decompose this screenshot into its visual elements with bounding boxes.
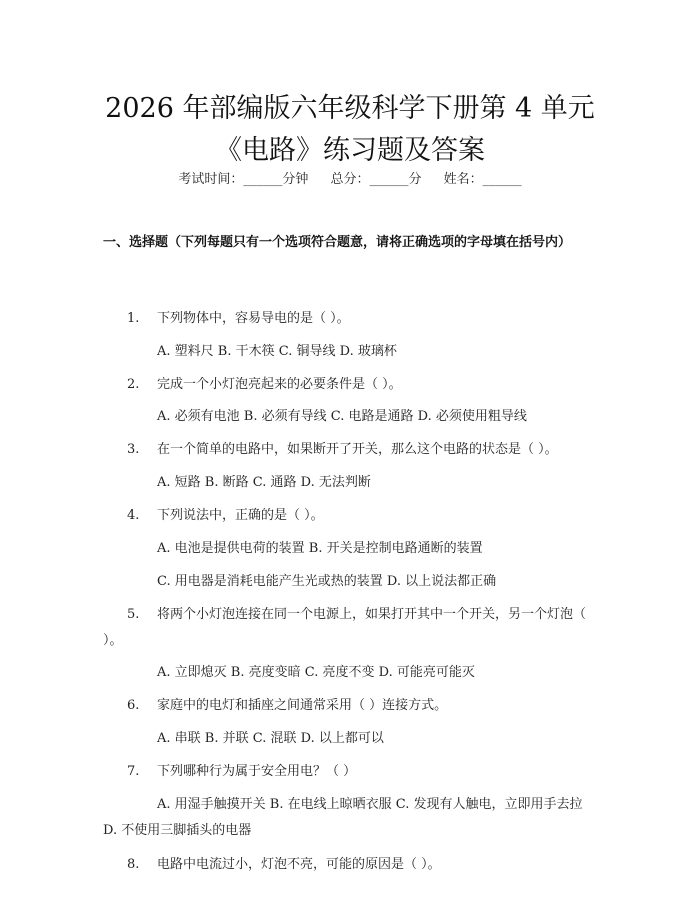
exam-info-line xyxy=(0,168,700,187)
question-text: 将两个小灯泡连接在同一个电源上，如果打开其中一个开关，另一个灯泡（ ）。 xyxy=(103,607,587,648)
question-4-options-line-1: A. 电池是提供电荷的装置 B. 开关是控制电路通断的装置 xyxy=(157,541,483,556)
question-text: 在一个简单的电路中，如果断开了开关，那么这个电路的状态是（ ）。 xyxy=(157,442,558,457)
document-title: 2026 年部编版六年级科学下册第 4 单元《电路》练习题及答案 xyxy=(105,93,595,166)
question-text: 完成一个小灯泡亮起来的必要条件是（ ）。 xyxy=(157,377,402,392)
question-number: 6. xyxy=(127,698,140,713)
question-4-options-line-2: C. 用电器是消耗电能产生光或热的装置 D. 以上说法都正确 xyxy=(157,574,497,589)
question-number: 3. xyxy=(127,442,140,457)
question-number: 2. xyxy=(127,377,140,392)
question-5-options: A. 立即熄灭 B. 亮度变暗 C. 亮度不变 D. 可能亮可能灭 xyxy=(157,665,475,680)
question-6-options: A. 串联 B. 并联 C. 混联 D. 以上都可以 xyxy=(157,731,384,746)
question-number: 7. xyxy=(127,764,140,779)
question-number: 4. xyxy=(127,508,140,523)
section-heading: 一、选择题（下列每题只有一个选项符合题意，请将正确选项的字母填在括号内） xyxy=(103,235,572,250)
question-number: 1. xyxy=(127,311,140,326)
question-text: 电路中电流过小，灯泡不亮，可能的原因是（ ）。 xyxy=(157,857,441,872)
question-number: 5. xyxy=(127,607,140,622)
question-5-text xyxy=(103,602,589,654)
question-text: 家庭中的电灯和插座之间通常采用（ ）连接方式。 xyxy=(157,698,448,713)
question-2-options: A. 必须有电池 B. 必须有导线 C. 电路是通路 D. 必须使用粗导线 xyxy=(157,409,527,424)
question-number: 8. xyxy=(127,857,140,872)
question-text: 下列哪种行为属于安全用电？（ ） xyxy=(157,764,357,779)
question-text: 下列说法中，正确的是（ ）。 xyxy=(157,508,324,523)
question-1-options: A. 塑料尺 B. 干木筷 C. 铜导线 D. 玻璃杯 xyxy=(157,344,397,359)
student-name-field: 姓名：______ xyxy=(443,172,522,187)
exam-time-field: 考试时间：______分钟 xyxy=(178,172,309,187)
question-3-options: A. 短路 B. 断路 C. 通路 D. 无法判断 xyxy=(157,475,371,490)
question-7-options: A. 用湿手触摸开关 B. 在电线上晾晒衣服 C. 发现有人触电，立即用手去拉 D. 不使用三脚插头的电器 xyxy=(103,797,583,838)
question-text: 下列物体中，容易导电的是（ ）。 xyxy=(157,311,350,326)
total-score-field: 总分：______分 xyxy=(330,172,422,187)
